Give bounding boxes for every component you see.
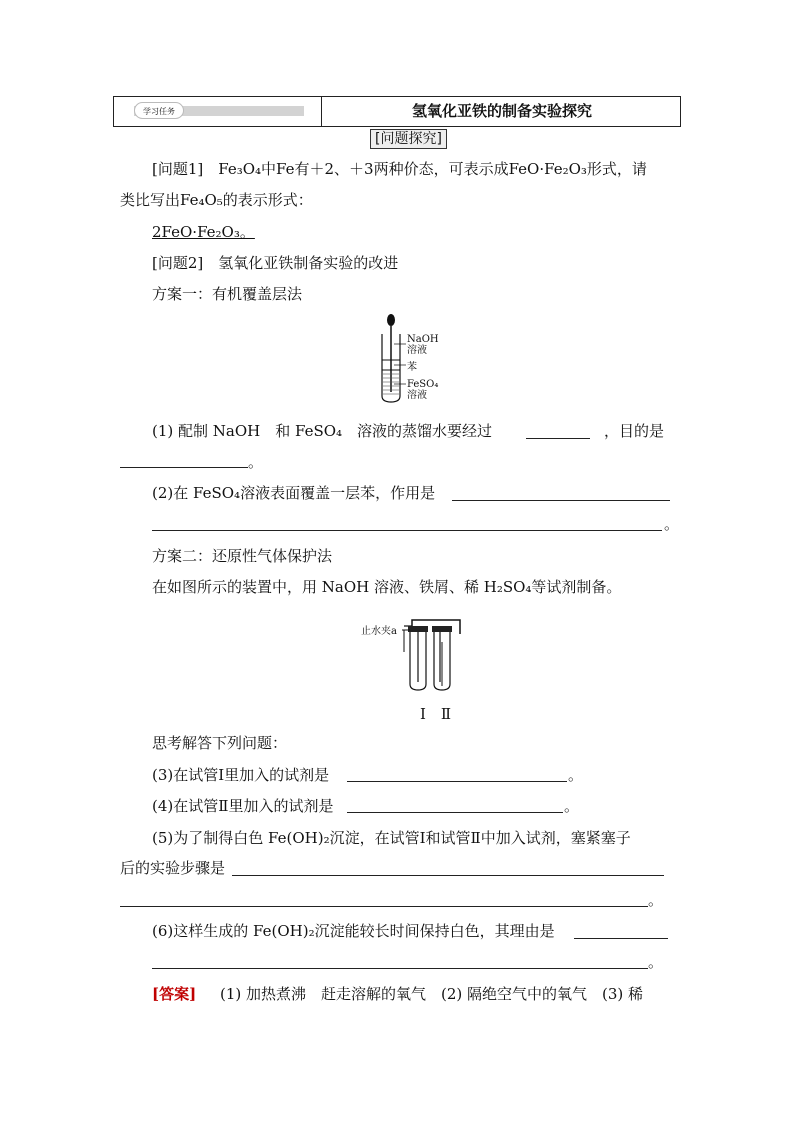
fig1-label-benzene: 苯 bbox=[407, 362, 417, 373]
page-title: 氢氧化亚铁的制备实验探究 bbox=[411, 102, 592, 120]
p3-blank bbox=[347, 781, 567, 782]
p5-blank2 bbox=[120, 906, 648, 907]
p6-line1: (6)这样生成的 Fe(OH)₂沉淀能较长时间保持白色，其理由是 bbox=[152, 922, 555, 940]
section-label: [问题探究] bbox=[370, 129, 447, 149]
p5-line2: 后的实验步骤是 bbox=[120, 859, 226, 877]
figure1-labels bbox=[407, 334, 439, 401]
answer-label: [答案] bbox=[152, 985, 197, 1003]
p1-blank1 bbox=[526, 438, 590, 439]
p4-blank bbox=[347, 812, 563, 813]
p3-end: 。 bbox=[568, 766, 584, 784]
header-left-panel bbox=[114, 97, 322, 126]
p5-blank1 bbox=[232, 875, 664, 876]
p6-blank2 bbox=[152, 968, 648, 969]
header-box bbox=[113, 96, 681, 127]
p5-end: 。 bbox=[648, 891, 664, 909]
q2-title: [问题2] 氢氧化亚铁制备实验的改进 bbox=[152, 254, 399, 272]
plan1-title: 方案一：有机覆盖层法 bbox=[152, 285, 303, 303]
p1-blank2 bbox=[120, 467, 248, 468]
p6-end: 。 bbox=[648, 953, 664, 971]
p4-text: (4)在试管Ⅱ里加入的试剂是 bbox=[152, 797, 334, 815]
answer-text: (1) 加热煮沸 赶走溶解的氧气 (2) 隔绝空气中的氧气 (3) 稀 bbox=[220, 985, 644, 1003]
q1-line1: [问题1] Fe₃O₄中Fe有＋2、＋3两种价态，可表示成FeO·Fe₂O₃形式，请 bbox=[152, 160, 647, 178]
think-prompt: 思考解答下列问题： bbox=[152, 734, 288, 752]
fig1-label-naoh: NaOH bbox=[407, 334, 439, 345]
fig1-label-solution: 溶液 bbox=[407, 345, 427, 356]
q1-answer: 2FeO·Fe₂O₃。 bbox=[152, 223, 255, 241]
p4-end: 。 bbox=[564, 797, 580, 815]
q1-line2: 类比写出Fe₄O₅的表示形式： bbox=[120, 191, 313, 209]
p2-end: 。 bbox=[664, 515, 680, 533]
plan2-title: 方案二：还原性气体保护法 bbox=[152, 547, 333, 565]
p2-text: (2)在 FeSO₄溶液表面覆盖一层苯，作用是 bbox=[152, 484, 436, 502]
p5-line1: (5)为了制得白色 Fe(OH)₂沉淀，在试管Ⅰ和试管Ⅱ中加入试剂，塞紧塞子 bbox=[152, 829, 631, 847]
fig2-tube-labels: Ⅰ Ⅱ bbox=[420, 705, 452, 723]
p2-blank2 bbox=[152, 530, 662, 531]
p6-blank1 bbox=[574, 938, 668, 939]
figure-two-tube-apparatus bbox=[398, 612, 470, 694]
p1-text: (1) 配制 NaOH 和 FeSO₄ 溶液的蒸馏水要经过 bbox=[152, 422, 493, 440]
fig1-label-feso4: FeSO₄ bbox=[407, 379, 439, 390]
p1-end: 。 bbox=[248, 453, 264, 471]
p1-mid: ，目的是 bbox=[604, 422, 665, 440]
fig2-clamp-label: 止水夹a bbox=[361, 626, 397, 637]
plan2-desc: 在如图所示的装置中，用 NaOH 溶液、铁屑、稀 H₂SO₄等试剂制备。 bbox=[152, 578, 622, 596]
p3-text: (3)在试管Ⅰ里加入的试剂是 bbox=[152, 766, 330, 784]
header-tag: 学习任务 bbox=[134, 102, 184, 119]
p2-blank1 bbox=[452, 500, 670, 501]
fig1-label-solution2: 溶液 bbox=[407, 390, 427, 401]
